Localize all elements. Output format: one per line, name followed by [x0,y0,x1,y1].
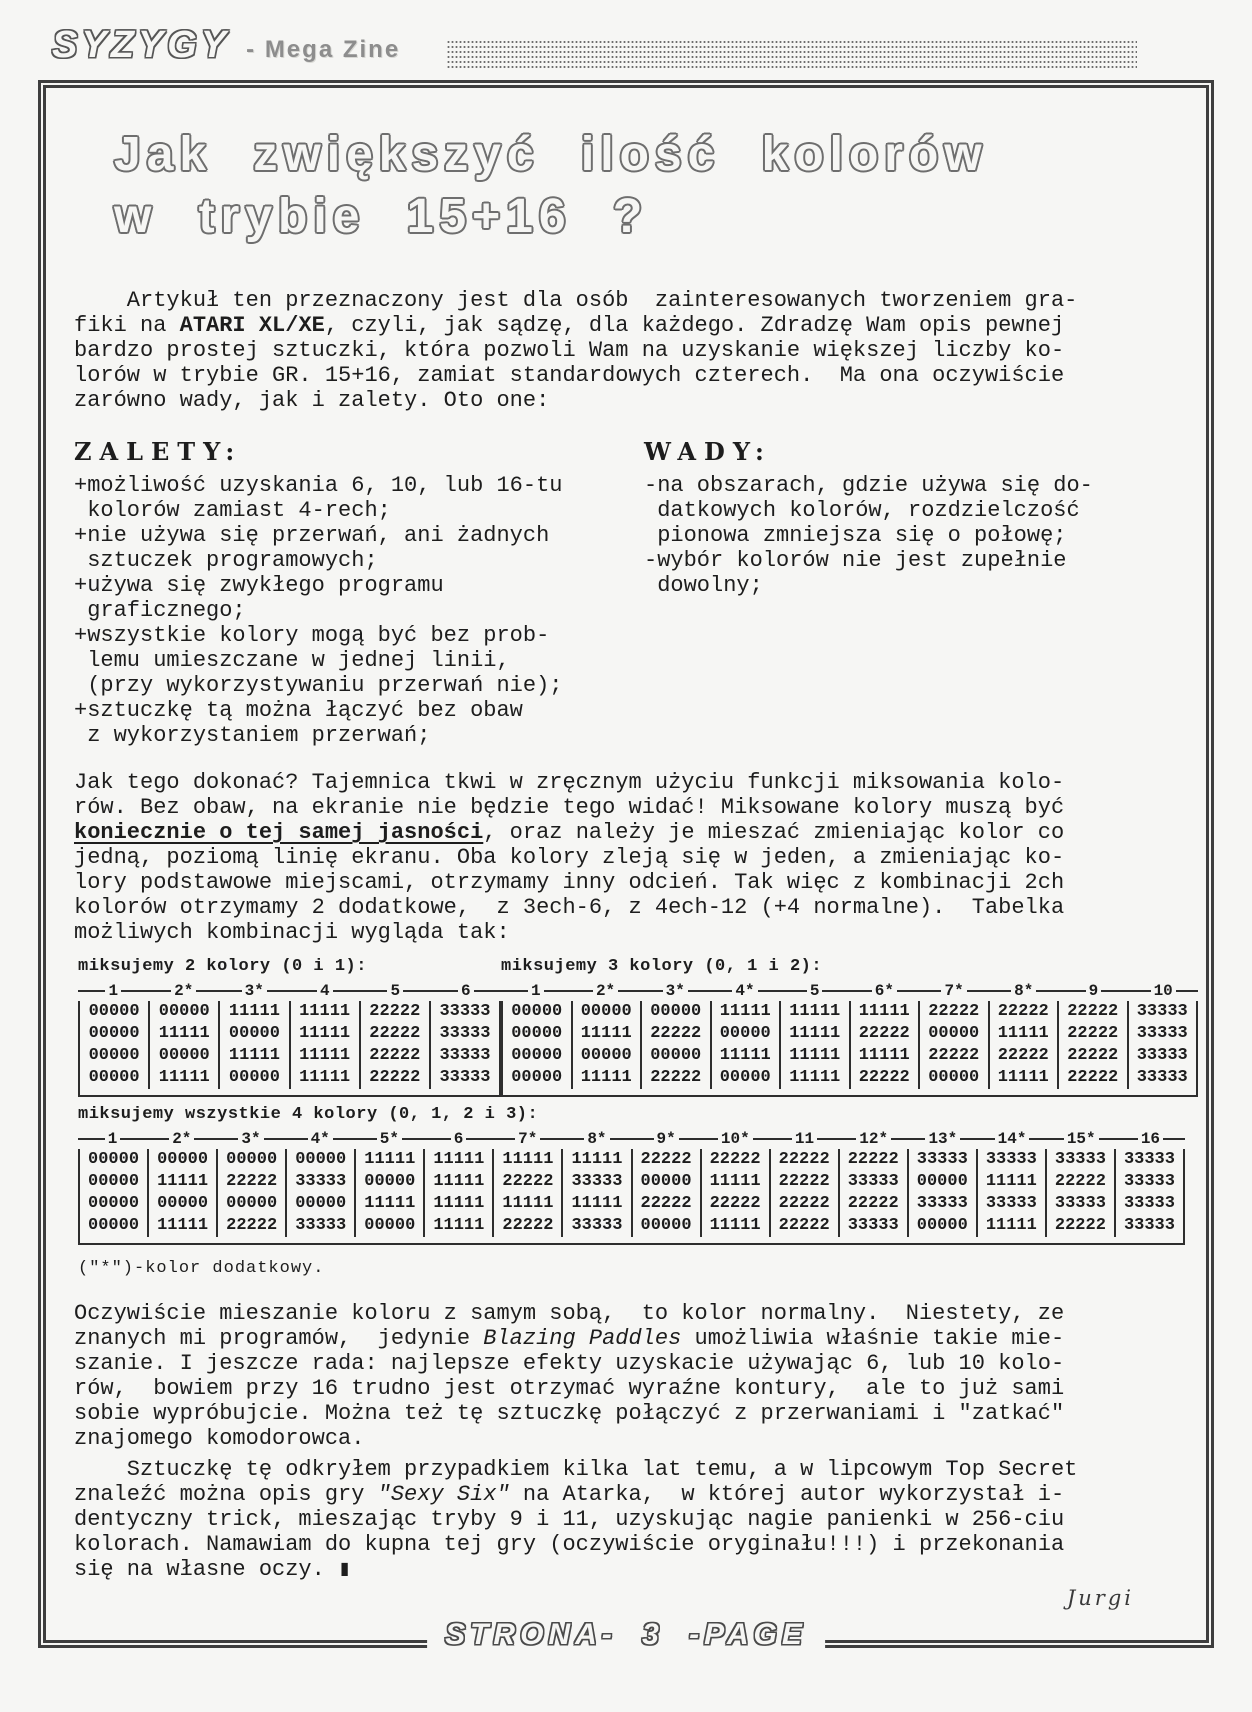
table-cell: 11111 [220,1001,290,1023]
table-column-header: 7* [493,1129,562,1149]
table-cell: 22222 [1059,1001,1129,1023]
table-cell: 11111 [356,1149,425,1171]
text-line: bardzo prostej sztuczki, która pozwoli Wam na uzyskanie większej liczby ko- [74,338,1065,363]
text-line: lemu umieszczane w jednej linii, [74,648,510,673]
table-column-header: 4* [286,1129,355,1149]
table-cell: 22222 [920,1001,990,1023]
text-line: pionowa zmniejsza się o połowę; [644,523,1067,548]
table-cell: 11111 [573,1023,643,1045]
text-line: zarówno wady, jak i zalety. Oto one: [74,388,550,413]
table-cell: 00000 [503,1023,573,1045]
author-signature: Jurgi [1066,1586,1134,1610]
table-cell: 00000 [633,1171,702,1193]
table-cell: 22222 [1047,1215,1116,1237]
table-cell: 00000 [633,1215,702,1237]
table-column-header: 12* [839,1129,908,1149]
table-row [80,1045,499,1067]
table-cell: 22222 [642,1067,712,1089]
table-cell: 22222 [771,1171,840,1193]
text-line: szanie. I jeszcze rada: najlepsze efekty uzyskacie używając 6, lub 10 kolo- [74,1351,1065,1376]
text-line: znanych mi programów, jedynie Blazing Paddles umożliwia właśnie takie mie- [74,1326,1065,1351]
table-row [503,1001,1196,1023]
table-cell: 00000 [80,1215,149,1237]
table-cell: 22222 [771,1149,840,1171]
table-cell: 22222 [218,1171,287,1193]
table-cell: 33333 [1047,1193,1116,1215]
method-paragraph [74,770,1178,945]
table-cell: 00000 [712,1023,782,1045]
advantages-heading: ZALETY: [74,437,243,466]
table-cell: 00000 [503,1045,573,1067]
table-cell: 11111 [781,1023,851,1045]
table-column-header: 8* [989,981,1059,1001]
table-cell: 00000 [80,1023,150,1045]
table-column-header: 15* [1047,1129,1116,1149]
table-cell: 11111 [150,1023,220,1045]
table-cell: 00000 [920,1067,990,1089]
table-column-header: 3* [216,1129,285,1149]
table-column-header: 7* [919,981,989,1001]
text-line: lorów w trybie GR. 15+16, zamiat standardowych czterech. Ma ona oczywiście [74,363,1065,388]
mix-3-colors-label: miksujemy 3 kolory (0, 1 i 2): [501,957,823,976]
table-cell: 33333 [978,1149,1047,1171]
table-cell: 11111 [990,1067,1060,1089]
text-line: +sztuczkę tą można łączyć bez obaw [74,698,523,723]
table-cell: 22222 [702,1149,771,1171]
text-line: Sztuczkę tę odkryłem przypadkiem kilka lat temu, a w lipcowym Top Secret [74,1457,1078,1482]
table-column-header: 5 [360,981,431,1001]
table-cell: 11111 [425,1193,494,1215]
table-cell: 11111 [781,1001,851,1023]
table-cell: 00000 [909,1215,978,1237]
table-cell: 00000 [150,1045,220,1067]
table-row [80,1001,499,1023]
table-cell: 11111 [978,1171,1047,1193]
table-column-header: 3* [219,981,290,1001]
table-cell: 22222 [633,1193,702,1215]
table-cell: 33333 [840,1215,909,1237]
table-cell: 11111 [425,1215,494,1237]
table-cell: 00000 [80,1149,149,1171]
table-cell: 33333 [1047,1149,1116,1171]
table-cell: 00000 [218,1193,287,1215]
advantages-column [74,437,644,748]
article-title-line1: Jak zwiększyć ilość kolorów [114,128,988,181]
table-cell: 33333 [287,1171,356,1193]
table-column-header: 6* [850,981,920,1001]
table-cell: 33333 [563,1215,632,1237]
text-line: +używa się zwykłego programu [74,573,444,598]
table-column-header: 13* [908,1129,977,1149]
table-cell: 11111 [149,1171,218,1193]
table-cell: 22222 [1059,1067,1129,1089]
text-line: rów. Bez obaw, na ekranie nie będzie tego widać! Miksowane kolory muszą być [74,795,1065,820]
table-cell: 22222 [771,1193,840,1215]
table-cell: 22222 [218,1215,287,1237]
table-column-header: 10 [1128,981,1198,1001]
mix-3-colors-table [501,981,1198,1097]
text-line: kolorach. Namawiam do kupna tej gry (oczywiście oryginału!!!) i przekonania [74,1532,1065,1557]
table-cell: 33333 [1136,1068,1188,1087]
dotted-texture-band [447,40,1137,68]
text-line: fiki na ATARI XL/XE, czyli, jak sądzę, dla każdego. Zdradzę Wam opis pewnej [74,313,1065,338]
table-cell: 22222 [771,1215,840,1237]
table-cell: 00000 [80,1001,150,1023]
text-line: kolorów otrzymamy 2 dodatkowe, z 3ech-6, z 4ech-12 (+4 normalne). Tabelka [74,895,1065,920]
discovery-paragraph [74,1457,1178,1582]
table-row [80,1149,1183,1171]
table-cell: 00000 [80,1045,150,1067]
advantages-list [74,473,644,748]
article-title-line2: w trybie 15+16 ? [114,190,649,243]
disadvantages-heading: WADY: [644,437,772,466]
table-row [80,1193,1183,1215]
table-cell: 22222 [642,1023,712,1045]
text-line: rów, bowiem przy 16 trudno jest otrzymać wyraźne kontury, ale to już sami [74,1376,1065,1401]
table-column-header: 11 [770,1129,839,1149]
table-cell: 11111 [291,1023,361,1045]
table-cell: 11111 [150,1067,220,1089]
table-cell: 22222 [633,1149,702,1171]
text-line: dowolny; [644,573,763,598]
table-cell: 22222 [1059,1023,1129,1045]
text-line: możliwych kombinacji wygląda tak: [74,920,510,945]
table-cell: 00000 [80,1067,150,1089]
table-cell: 00000 [220,1067,290,1089]
text-line: jedną, poziomą linię ekranu. Oba kolory zleją się w jeden, a zmieniając ko- [74,845,1065,870]
table-cell: 11111 [781,1045,851,1067]
table-cell: 33333 [563,1171,632,1193]
table-row [80,1067,499,1089]
table-cell: 00000 [287,1193,356,1215]
text-line: +możliwość uzyskania 6, 10, lub 16-tu [74,473,563,498]
mix-3-colors-block [501,957,1198,1097]
text-line: sobie wypróbujcie. Można też tę sztuczkę połączyć z przerwaniami i "zatkać" [74,1401,1065,1426]
table-cell: 00000 [642,1001,712,1023]
table-cell: 11111 [563,1193,632,1215]
table-cell: 11111 [356,1193,425,1215]
table-row [503,1067,1196,1089]
table-column-header: 14* [977,1129,1046,1149]
table-column-header: 6 [431,981,502,1001]
table-row [503,1023,1196,1045]
table-cell: 00000 [356,1171,425,1193]
text-line: Oczywiście mieszanie koloru z samym sobą, to kolor normalny. Niestety, ze [74,1301,1065,1326]
table-column-header: 2* [147,1129,216,1149]
masthead [52,24,400,67]
table-cell: 00000 [150,1001,220,1023]
disadvantages-column [644,437,1178,748]
table-cell: 11111 [851,1045,921,1067]
mix-2-colors-block [78,957,501,1097]
table-cell: 22222 [851,1067,921,1089]
table-cell: 22222 [361,1045,431,1067]
table-cell: 22222 [494,1171,563,1193]
table-cell: 22222 [1047,1171,1116,1193]
table-cell: 00000 [909,1171,978,1193]
text-line: lory podstawowe miejscami, otrzymamy inny odcień. Tak więc z kombinacji 2ch [74,870,1065,895]
table-cell: 33333 [439,1068,491,1087]
table-cell: 11111 [291,1067,361,1089]
table-cell: 00000 [920,1023,990,1045]
mixing-tables-section [78,957,1188,1245]
disadvantages-list [644,473,1178,598]
table-cell: 33333 [439,1024,491,1043]
text-line: +wszystkie kolory mogą być bez prob- [74,623,550,648]
table-column-header: 9* [632,1129,701,1149]
table-cell: 11111 [978,1215,1047,1237]
conclusion-paragraph [74,1301,1178,1451]
table-row [80,1215,1183,1237]
table-row [80,1171,1183,1193]
table-cell: 22222 [494,1215,563,1237]
table-column-header: 6 [424,1129,493,1149]
table-cell: 33333 [439,1002,491,1021]
table-cell: 22222 [840,1193,909,1215]
table-cell: 33333 [909,1193,978,1215]
table-column-header: 16 [1116,1129,1185,1149]
table-cell: 22222 [361,1023,431,1045]
text-line: -wybór kolorów nie jest zupełnie [644,548,1067,573]
table-cell: 22222 [1059,1045,1129,1067]
table-column-header: 1 [78,1129,147,1149]
table-column-header: 5* [355,1129,424,1149]
table-cell: 22222 [990,1001,1060,1023]
table-cell: 11111 [149,1215,218,1237]
text-line: Artykuł ten przeznaczony jest dla osób zainteresowanych tworzeniem gra- [74,288,1078,313]
article-title [114,124,1178,248]
table-cell: 33333 [1123,1172,1175,1191]
mix-2-colors-table [78,981,501,1097]
table-cell: 11111 [291,1045,361,1067]
text-line: koniecznie o tej samej jasności, oraz należy je mieszać zmieniając kolor co [74,820,1065,845]
pros-cons-columns [74,437,1178,748]
mix-4-colors-table [78,1129,1185,1245]
table-cell: 00000 [712,1067,782,1089]
table-cell: 33333 [1136,1046,1188,1065]
table-cell: 11111 [702,1171,771,1193]
table-cell: 00000 [642,1045,712,1067]
text-line: kolorów zamiast 4-rech; [74,498,391,523]
text-line: -na obszarach, gdzie używa się do- [644,473,1093,498]
table-cell: 11111 [851,1001,921,1023]
mix-4-colors-block [78,1105,1185,1245]
text-line: z wykorzystaniem przerwań; [74,723,431,748]
table-cell: 11111 [291,1001,361,1023]
table-cell: 11111 [573,1067,643,1089]
table-cell: 00000 [573,1045,643,1067]
table-cell: 33333 [287,1215,356,1237]
table-cell: 22222 [920,1045,990,1067]
table-cell: 00000 [503,1001,573,1023]
table-cell: 33333 [439,1046,491,1065]
table-cell: 00000 [503,1067,573,1089]
mix-2-colors-label: miksujemy 2 kolory (0 i 1): [78,957,367,976]
table-column-header: 4* [710,981,780,1001]
table-cell: 11111 [563,1149,632,1171]
table-column-header: 8* [562,1129,631,1149]
table-cell: 22222 [851,1023,921,1045]
table-cell: 33333 [1136,1024,1188,1043]
table-cell: 33333 [840,1171,909,1193]
table-cell: 11111 [494,1193,563,1215]
table-cell: 00000 [220,1023,290,1045]
table-column-header: 1 [501,981,571,1001]
article-content [46,124,1206,1610]
table-column-header: 1 [78,981,149,1001]
text-line: (przy wykorzystywaniu przerwań nie); [74,673,563,698]
table-cell: 22222 [361,1001,431,1023]
table-cell: 00000 [149,1149,218,1171]
table-cell: 33333 [909,1149,978,1171]
table-cell: 11111 [702,1215,771,1237]
table-column-header: 4 [290,981,361,1001]
table-cell: 11111 [712,1045,782,1067]
table-column-header: 9 [1059,981,1129,1001]
table-column-header: 2* [571,981,641,1001]
article-box [38,80,1214,1648]
table-cell: 33333 [1123,1150,1175,1169]
table-cell: 11111 [220,1045,290,1067]
table-cell: 00000 [80,1171,149,1193]
table-cell: 11111 [494,1149,563,1171]
text-line: Jak tego dokonać? Tajemnica tkwi w zręcznym użyciu funkcji miksowania kolo- [74,770,1065,795]
text-line: graficznego; [74,598,246,623]
text-line: datkowych kolorów, rozdzielczość [644,498,1080,523]
mix-4-colors-label: miksujemy wszystkie 4 kolory (0, 1, 2 i 3): [78,1105,539,1124]
page-number-footer: STRONA- 3 -PAGE [427,1618,825,1652]
table-cell: 00000 [356,1215,425,1237]
magazine-subtitle: - Mega Zine [246,36,401,63]
table-cell: 00000 [218,1149,287,1171]
table-cell: 00000 [149,1193,218,1215]
table-cell: 22222 [702,1193,771,1215]
table-cell: 00000 [80,1193,149,1215]
table-cell: 22222 [361,1067,431,1089]
table-column-header: 10* [701,1129,770,1149]
table-row [80,1023,499,1045]
text-line: dentyczny trick, mieszając tryby 9 i 11, uzyskując nagie panienki w 256-ciu [74,1507,1065,1532]
magazine-title: SYZYGY [52,24,231,66]
table-cell: 11111 [781,1067,851,1089]
table-cell: 22222 [840,1149,909,1171]
text-line: znaleźć można opis gry "Sexy Six" na Atarka, w której autor wykorzystał i- [74,1482,1065,1507]
table-cell: 22222 [990,1045,1060,1067]
table-cell: 00000 [573,1001,643,1023]
table-row [503,1045,1196,1067]
table-cell: 33333 [1136,1002,1188,1021]
text-line: sztuczek programowych; [74,548,378,573]
table-cell: 33333 [978,1193,1047,1215]
text-line: znajomego komodorowca. [74,1426,365,1451]
intro-paragraph [74,288,1178,413]
text-line: +nie używa się przerwań, ani żadnych [74,523,550,548]
table-cell: 11111 [425,1171,494,1193]
table-cell: 11111 [990,1023,1060,1045]
table-cell: 11111 [425,1149,494,1171]
table-column-header: 5 [780,981,850,1001]
table-column-header: 3* [640,981,710,1001]
table-column-header: 2* [149,981,220,1001]
table-cell: 11111 [712,1001,782,1023]
text-line: się na własne oczy. ▮ [74,1557,352,1582]
table-cell: 33333 [1123,1216,1175,1235]
asterisk-footnote: ("*")-kolor dodatkowy. [78,1259,325,1278]
table-cell: 00000 [287,1149,356,1171]
table-cell: 33333 [1123,1194,1175,1213]
